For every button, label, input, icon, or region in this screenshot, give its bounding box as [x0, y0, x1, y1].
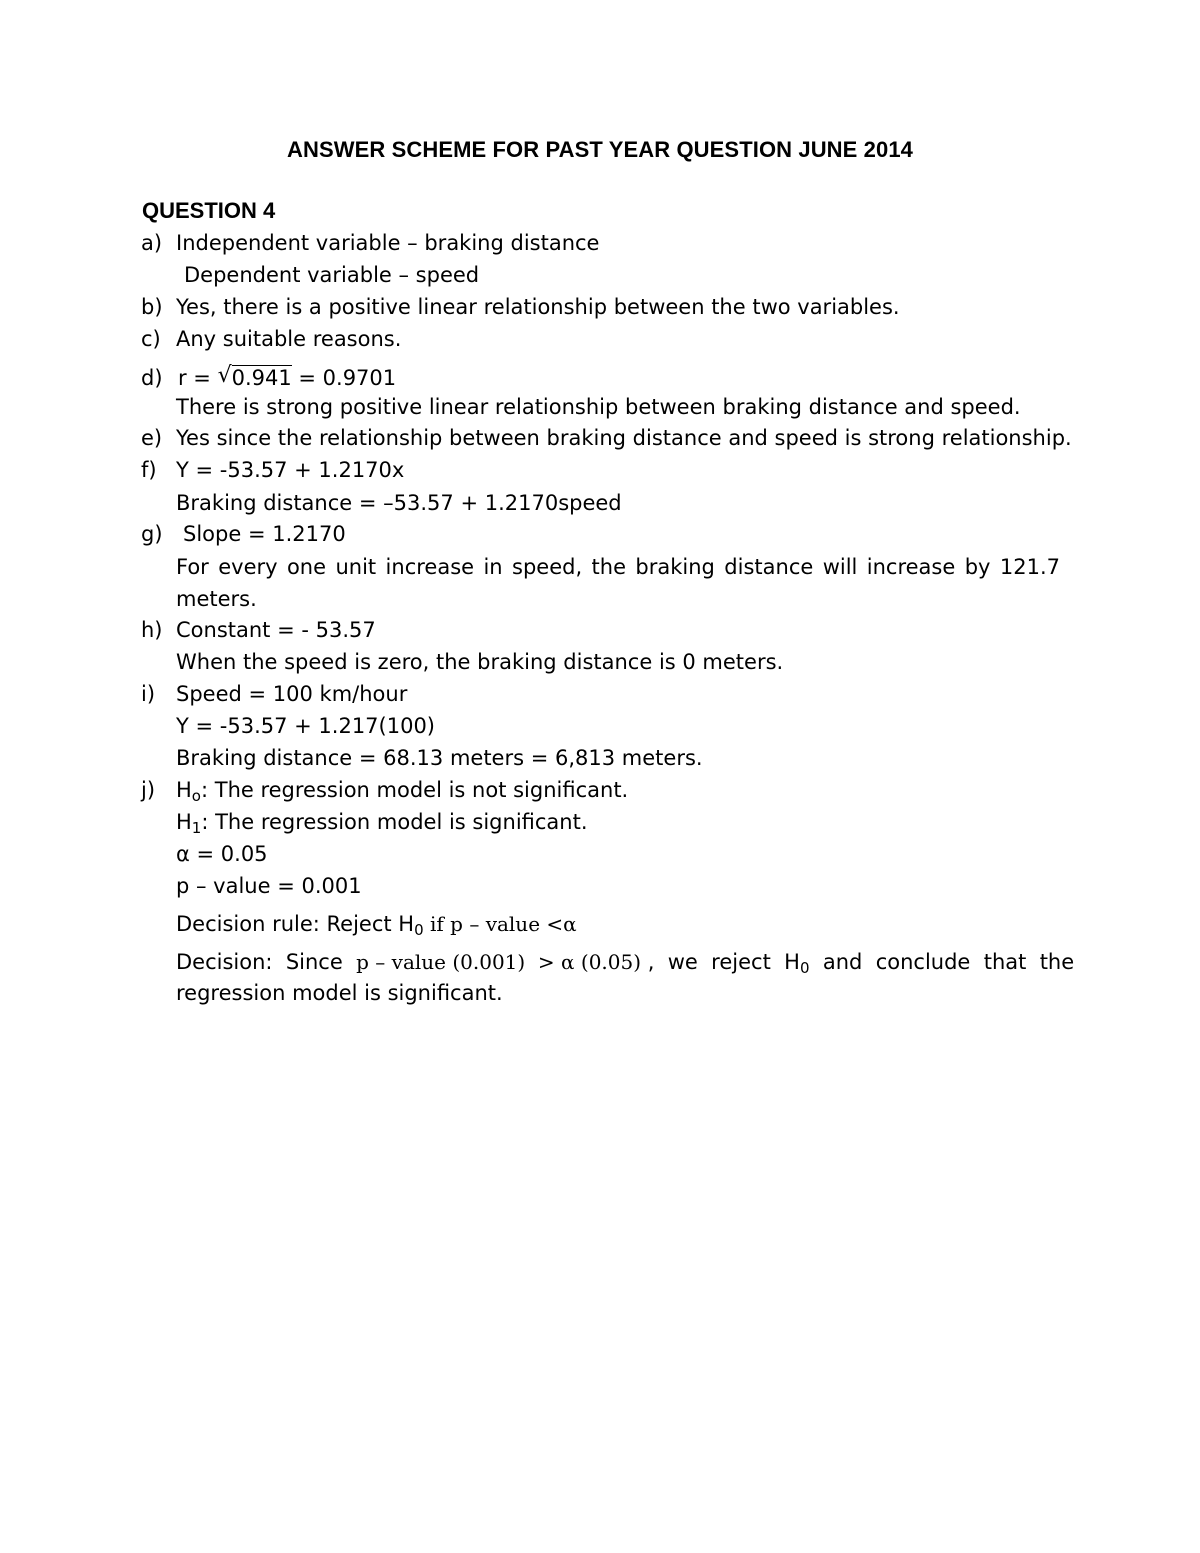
- h0-statement: : The regression model is not significant.: [200, 778, 629, 802]
- decision-lead: Decision: Since: [176, 950, 357, 974]
- answer-a-line1: Independent variable – braking distance: [176, 231, 600, 255]
- answer-i-marker: i): [141, 682, 156, 706]
- answer-f-marker: f): [141, 458, 157, 482]
- answer-j-decision-rule: [176, 910, 577, 938]
- answer-b-line1: Yes, there is a positive linear relationship between the two variables.: [176, 295, 900, 319]
- answer-a-line2: Dependent variable – speed: [184, 263, 480, 287]
- decision-math: p – value (0.001) > α (0.05): [356, 950, 642, 974]
- answer-j-h1: [176, 808, 588, 836]
- h1-statement: : The regression model is significant.: [201, 810, 588, 834]
- answer-d-formula: [178, 364, 396, 392]
- answer-j-alpha: α = 0.05: [176, 842, 268, 866]
- answer-j-decision: [176, 948, 1075, 977]
- answer-g-line1: Slope = 1.2170: [183, 522, 346, 546]
- answer-h-line1: Constant = - 53.57: [176, 618, 376, 642]
- h1-symbol: H: [176, 810, 192, 834]
- answer-i-line1: Speed = 100 km/hour: [176, 682, 408, 706]
- answer-d-marker: d): [141, 366, 163, 390]
- decision-mid: , we reject H: [641, 950, 800, 974]
- rule-subscript: 0: [414, 921, 424, 939]
- question-heading: QUESTION 4: [142, 198, 276, 223]
- answer-e-line1: Yes since the relationship between braking distance and speed is strong relationship.: [176, 426, 1072, 450]
- document-title: ANSWER SCHEME FOR PAST YEAR QUESTION JUNE 2014: [286, 137, 913, 162]
- answer-f-line1: Y = -53.57 + 1.2170x: [176, 458, 405, 482]
- answer-f-line2: Braking distance = –53.57 + 1.2170speed: [176, 491, 622, 515]
- h0-symbol: H: [176, 778, 192, 802]
- rule-text: Decision rule: Reject H: [176, 912, 415, 936]
- h1-subscript: 1: [191, 819, 202, 837]
- answer-g-marker: g): [141, 522, 163, 546]
- answer-a-marker: a): [141, 231, 163, 255]
- answer-h-marker: h): [141, 618, 163, 642]
- h0-subscript: o: [191, 787, 201, 805]
- answer-b-marker: b): [141, 295, 163, 319]
- answer-j-pvalue: p – value = 0.001: [176, 874, 362, 898]
- answer-d-line2: There is strong positive linear relationship between braking distance and speed.: [176, 395, 1021, 419]
- decision-subscript: 0: [799, 959, 810, 977]
- answer-j-marker: j): [141, 778, 156, 802]
- answer-j-decision-line2: regression model is significant.: [176, 981, 503, 1005]
- answer-i-line2: Y = -53.57 + 1.217(100): [176, 714, 436, 738]
- answer-c-marker: c): [141, 327, 161, 351]
- square-root: [218, 364, 292, 392]
- answer-c-line1: Any suitable reasons.: [176, 327, 402, 351]
- answer-i-line3: Braking distance = 68.13 meters = 6,813 meters.: [176, 746, 703, 770]
- radical-sign-icon: √: [217, 363, 232, 388]
- r-suffix: = 0.9701: [291, 366, 397, 390]
- answer-j-h0: [176, 776, 628, 804]
- rule-condition: if p – value <α: [423, 912, 577, 936]
- answer-g-paragraph: For every one unit increase in speed, the braking distance will increase by 121.7 meters.: [176, 555, 1060, 611]
- answer-e-marker: e): [141, 426, 163, 450]
- answer-h-line2: When the speed is zero, the braking distance is 0 meters.: [176, 650, 784, 674]
- decision-tail: and conclude that the: [809, 950, 1075, 974]
- r-prefix: r =: [178, 366, 218, 390]
- radicand: 0.941: [231, 366, 292, 390]
